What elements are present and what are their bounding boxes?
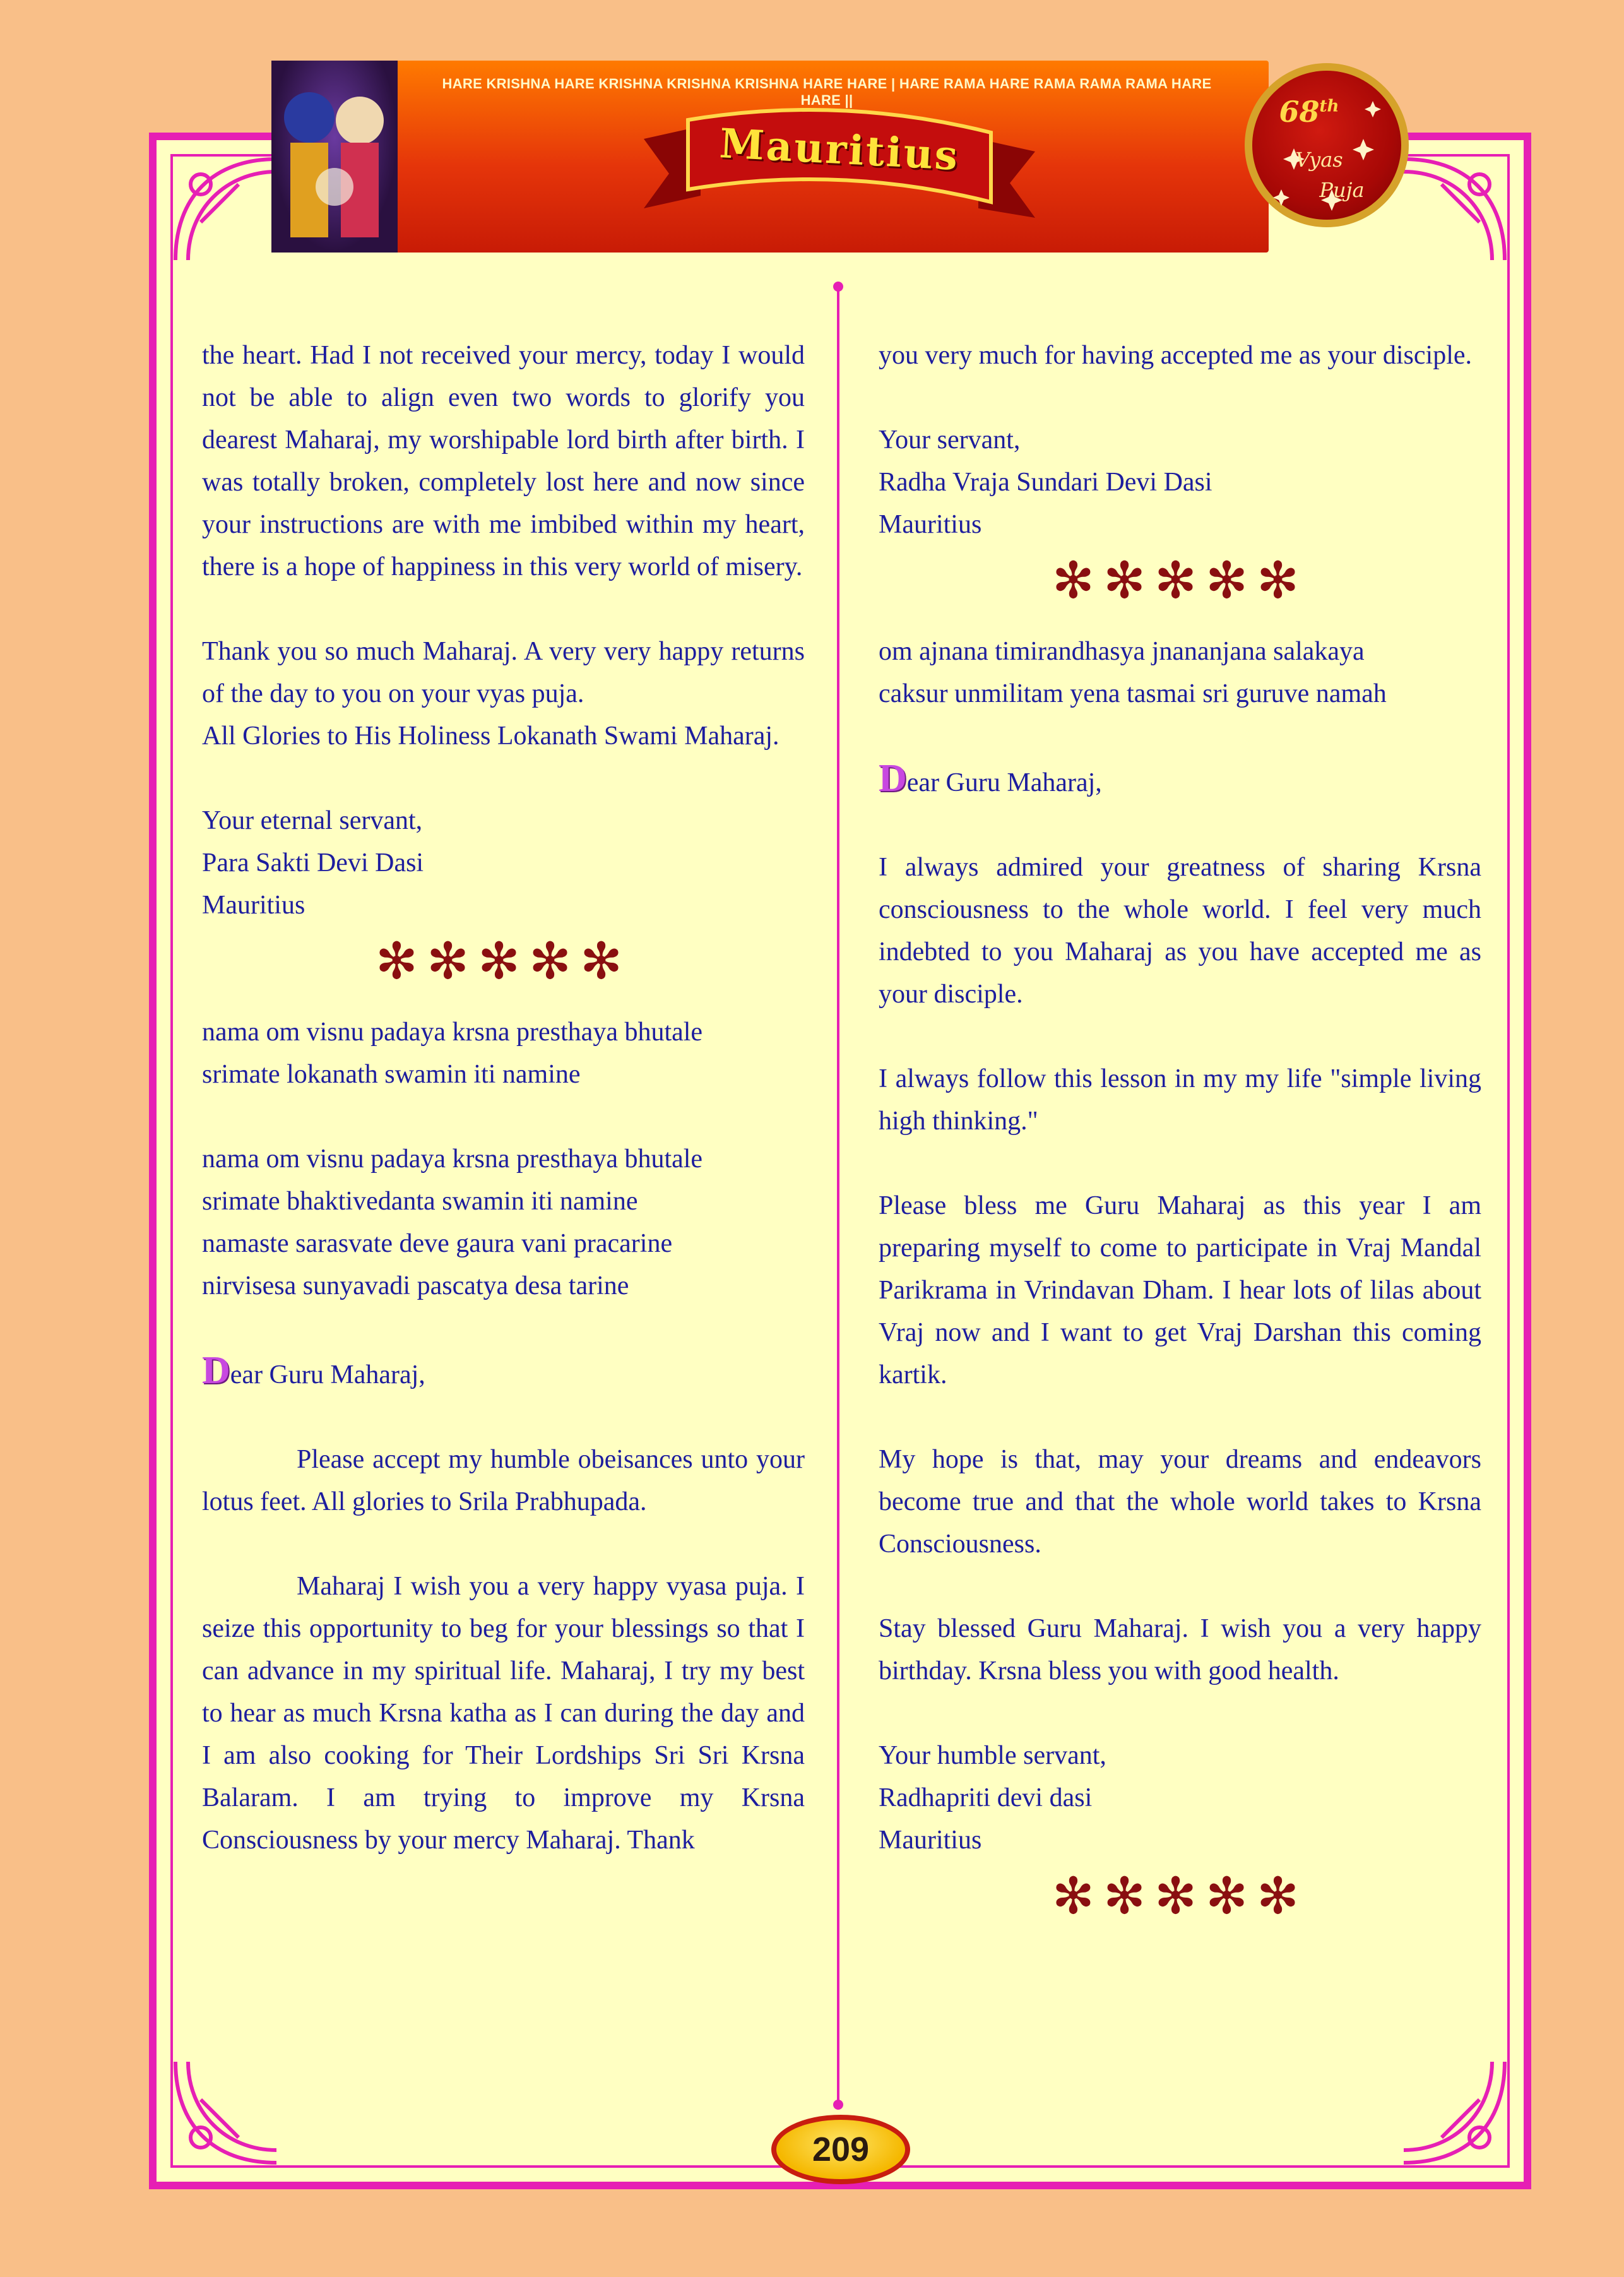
prayer-line: namaste sarasvate deve gaura vani pracarine bbox=[202, 1229, 673, 1258]
corner-ornament-icon bbox=[163, 2049, 289, 2175]
signature-line: Your humble servant, bbox=[879, 1741, 1106, 1770]
page-title: Mauritius bbox=[718, 120, 961, 180]
corner-ornament-icon bbox=[163, 146, 289, 273]
corner-ornament-icon bbox=[1391, 2049, 1517, 2175]
salutation: Dear Guru Maharaj, bbox=[879, 757, 1102, 800]
signature-line: Your servant, bbox=[879, 425, 1021, 455]
page-number: 209 bbox=[771, 2115, 910, 2184]
paragraph: Please bless me Guru Maharaj as this year I am preparing myself to come to participate in Vraj Mandal Parikrama in Vrindavan Dham. I hear lots of lilas about Vraj now and I want to get Vraj Darshan this coming kartik. bbox=[879, 1191, 1481, 1389]
deity-picture-icon bbox=[271, 61, 398, 253]
paragraph: I always follow this lesson in my my life "simple living high thinking." bbox=[879, 1064, 1481, 1136]
salutation: Dear Guru Maharaj, bbox=[202, 1349, 425, 1392]
paragraph: My hope is that, may your dreams and endeavors become true and that the whole world takes to Krsna Consciousness. bbox=[879, 1445, 1481, 1559]
signature-place: Mauritius bbox=[202, 891, 305, 920]
prayer-line: om ajnana timirandhasya jnananjana salakaya bbox=[879, 637, 1365, 666]
section-separator-stars: ✻✻✻✻✻ bbox=[375, 932, 632, 990]
corner-ornament-icon bbox=[1391, 146, 1517, 273]
signature-place: Mauritius bbox=[879, 510, 982, 539]
prayer-line: nirvisesa sunyavadi pascatya desa tarine bbox=[202, 1271, 629, 1300]
signature-line: Your eternal servant, bbox=[202, 806, 423, 835]
left-column bbox=[202, 335, 805, 1862]
section-separator-stars: ✻✻✻✻✻ bbox=[1052, 1867, 1308, 1925]
signature-name: Radhapriti devi dasi bbox=[879, 1783, 1093, 1812]
prayer-line: nama om visnu padaya krsna presthaya bhutale bbox=[202, 1144, 703, 1174]
seal-label-vyas: Vyas bbox=[1295, 148, 1343, 172]
divider-dot bbox=[833, 282, 843, 292]
prayer-line: nama om visnu padaya krsna presthaya bhutale bbox=[202, 1018, 703, 1047]
paragraph: Stay blessed Guru Maharaj. I wish you a very happy birthday. Krsna bless you with good health. bbox=[879, 1614, 1481, 1685]
signature-place: Mauritius bbox=[879, 1826, 982, 1855]
paragraph: you very much for having accepted me as your disciple. bbox=[879, 341, 1473, 370]
drop-cap: D bbox=[879, 757, 907, 800]
paragraph: All Glories to His Holiness Lokanath Swami Maharaj. bbox=[202, 722, 779, 751]
signature-name: Para Sakti Devi Dasi bbox=[202, 848, 424, 877]
right-column bbox=[879, 335, 1481, 1946]
drop-cap: D bbox=[202, 1349, 230, 1392]
paragraph: Maharaj I wish you a very happy vyasa puja. I seize this opportunity to beg for your blessings so that I can advance in my spiritual life. Maharaj, I try my best to hear as much Krsna katha as I can during the day and I am also cooking for Their Lordships Sri Sri Krsna Balaram. I am trying to improve my Krsna Consciousness by your mercy Maharaj. Thank bbox=[202, 1572, 805, 1855]
column-divider bbox=[837, 285, 839, 2103]
paragraph: I always admired your greatness of sharing Krsna consciousness to the whole world. I feel very much indebted to you Maharaj as you have accepted me as your disciple. bbox=[879, 853, 1481, 1009]
paragraph: the heart. Had I not received your mercy, today I would not be able to align even two words to glorify you dearest Maharaj, my worshipable lord birth after birth. I was totally broken, completely lost here and now since your instructions are with me imbibed within my heart, there is a hope of happiness in this very world of misery. bbox=[202, 341, 805, 581]
seal-number: 68th bbox=[1279, 95, 1339, 129]
prayer-line: srimate bhaktivedanta swamin iti namine bbox=[202, 1187, 638, 1216]
paragraph: Thank you so much Maharaj. A very very happy returns of the day to you on your vyas puja. bbox=[202, 637, 805, 708]
prayer-line: caksur unmilitam yena tasmai sri guruve namah bbox=[879, 679, 1387, 708]
paragraph: Please accept my humble obeisances unto your lotus feet. All glories to Srila Prabhupada. bbox=[202, 1445, 805, 1516]
prayer-line: srimate lokanath swamin iti namine bbox=[202, 1060, 581, 1089]
divider-dot bbox=[833, 2100, 843, 2110]
signature-name: Radha Vraja Sundari Devi Dasi bbox=[879, 468, 1212, 497]
section-separator-stars: ✻✻✻✻✻ bbox=[1052, 551, 1308, 610]
seal-label-puja: Puja bbox=[1319, 178, 1365, 202]
mantra-text: HARE KRISHNA HARE KRISHNA KRISHNA KRISHNA HARE HARE | HARE RAMA HARE RAMA RAMA RAMA HARE HARE || bbox=[442, 76, 1212, 108]
